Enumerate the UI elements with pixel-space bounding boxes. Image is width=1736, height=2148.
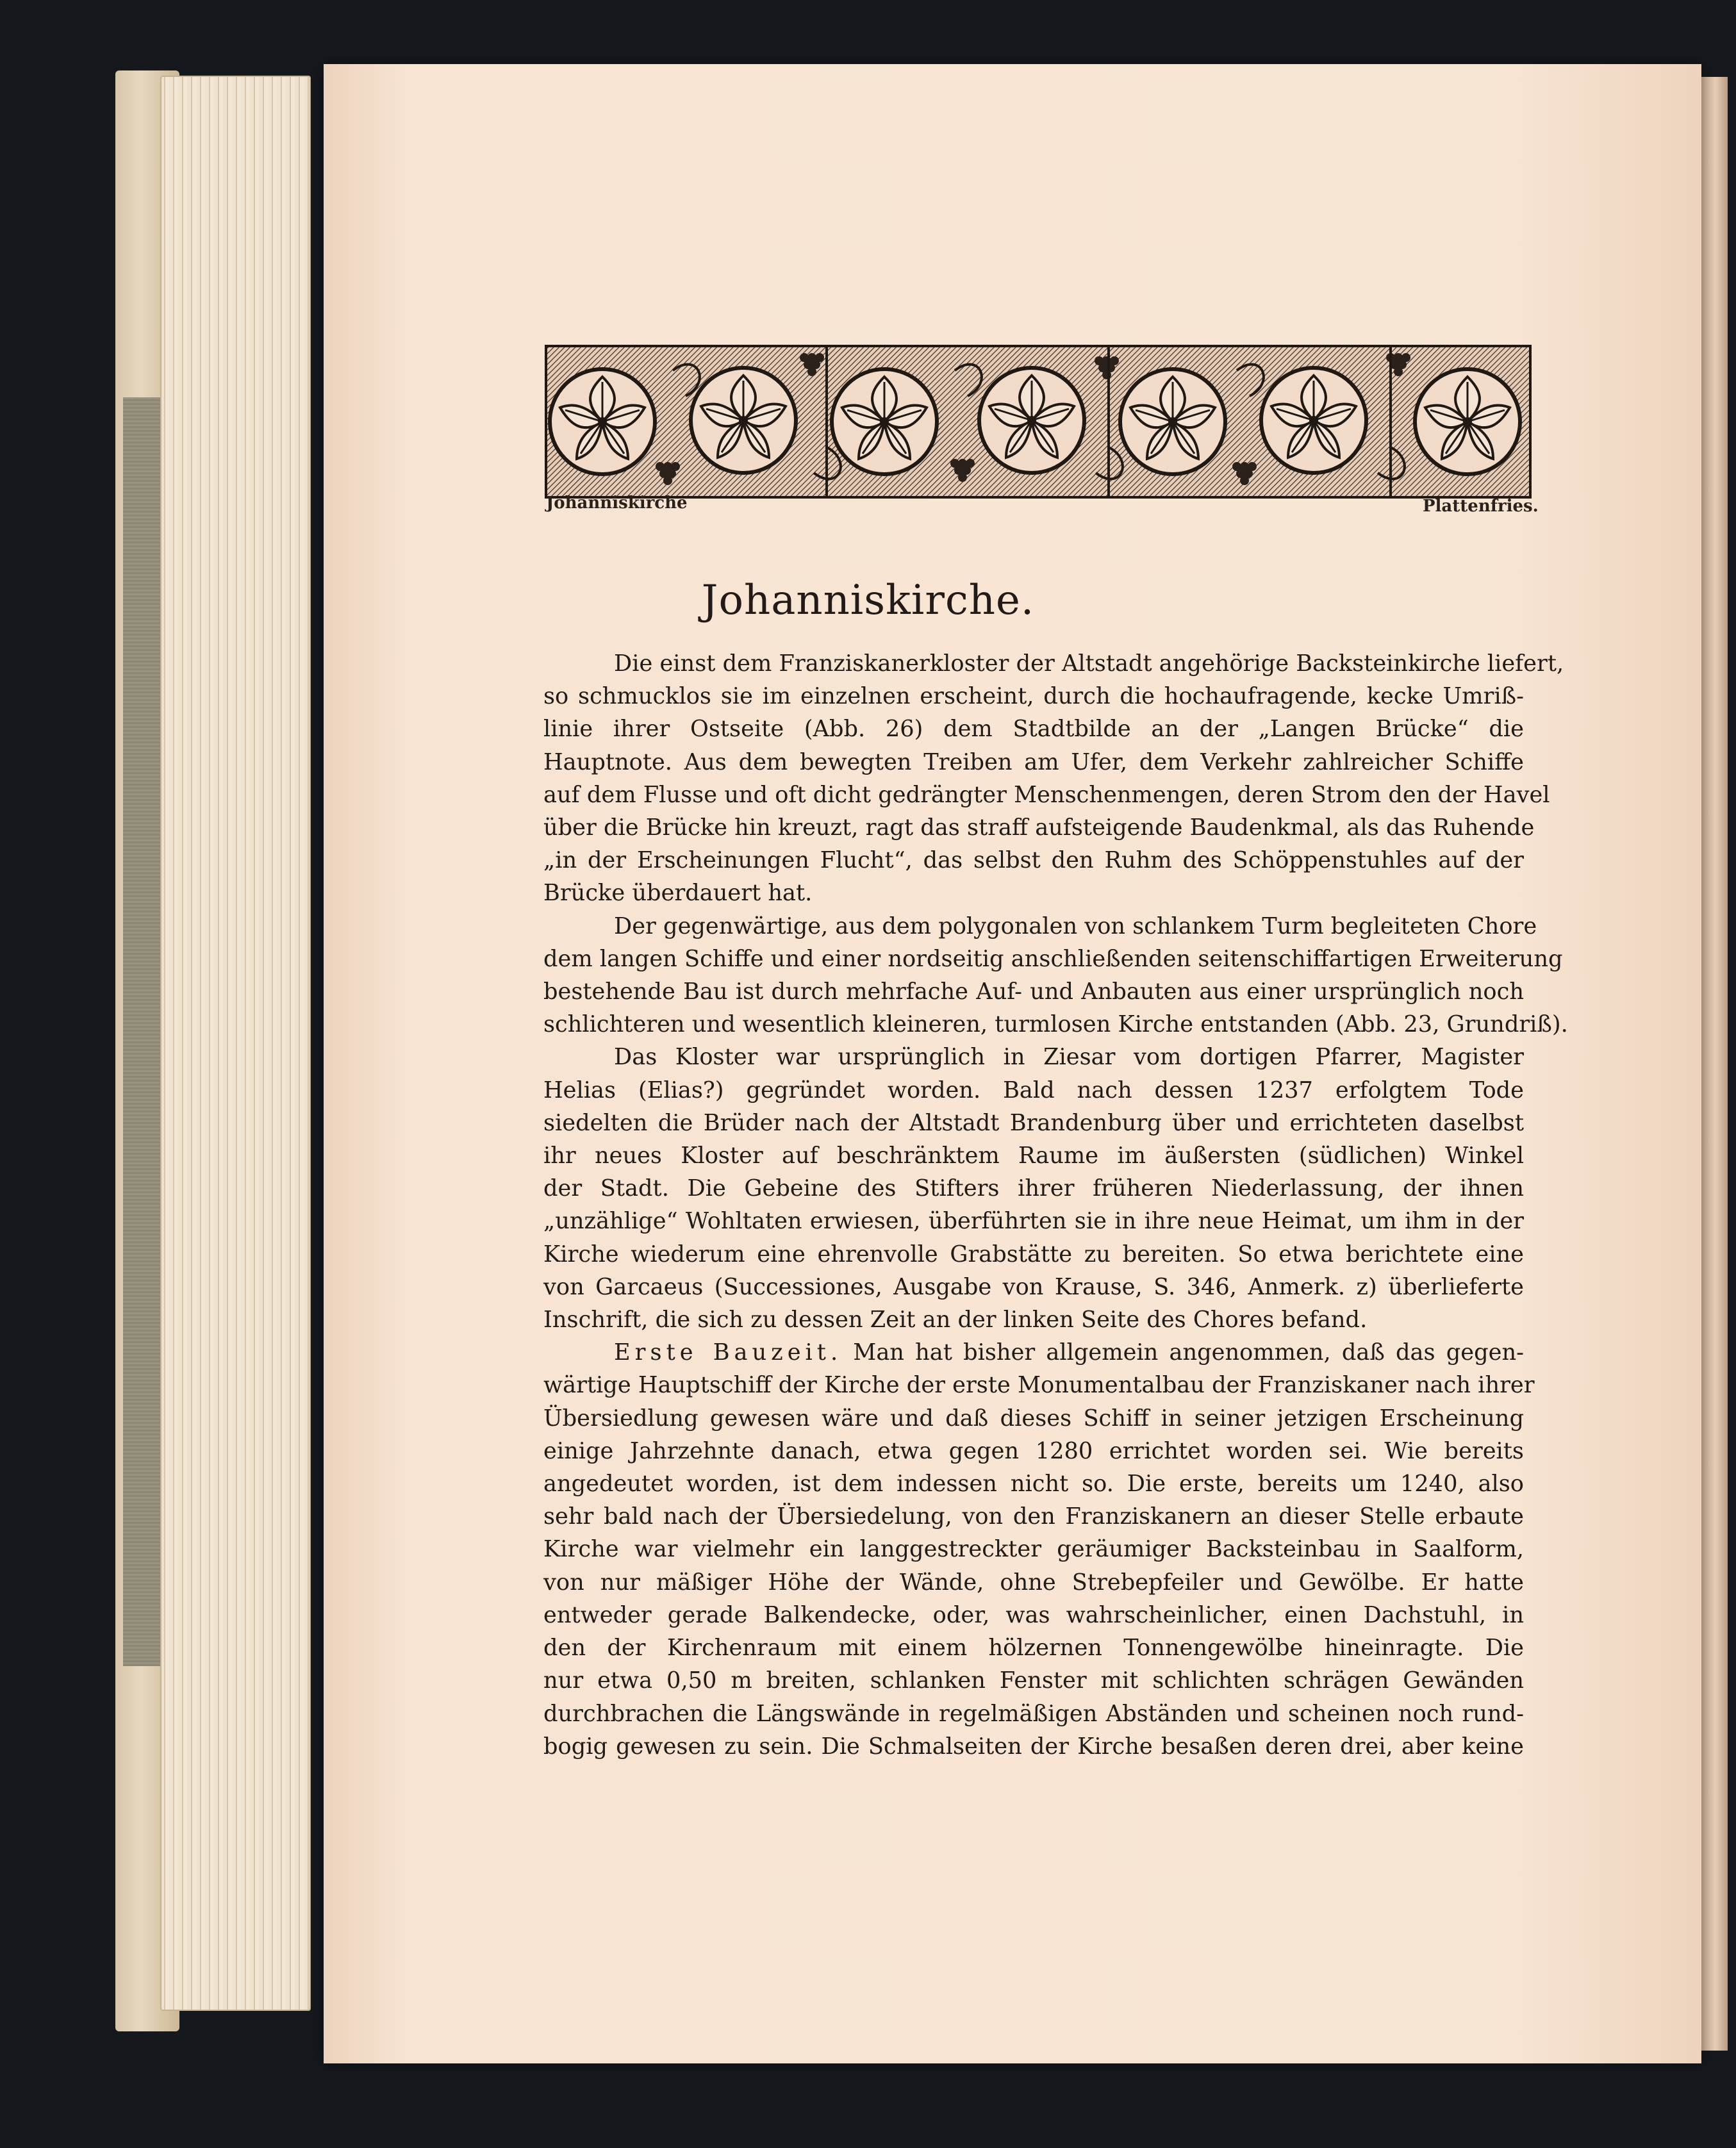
text-line: der Stadt. Die Gebeine des Stifters ihrer früheren Niederlassung, der ihnen	[543, 1175, 1524, 1202]
text-line: von Garcaeus (Successiones, Ausgabe von Krause, S. 346, Anmerk. z) überlieferte	[543, 1273, 1524, 1300]
text-line: bogig gewesen zu sein. Die Schmalseiten der Kirche besaßen deren drei, aber keine	[543, 1733, 1524, 1760]
text-line: Brücke überdauert hat.	[543, 880, 813, 907]
text-line: Der gegenwärtige, aus dem polygonalen von schlankem Turm begleiteten Chore	[614, 913, 1537, 939]
text-line: „in der Erscheinungen Flucht“, das selbst den Ruhm des Schöppenstuhles auf der	[543, 847, 1524, 874]
text-line: schlichteren und wesentlich kleineren, turmlosen Kirche entstanden (Abb. 23, Grundriß).	[543, 1011, 1568, 1038]
text-line: Kirche war vielmehr ein langgestreckter geräumiger Backsteinbau in Saalform,	[543, 1536, 1524, 1563]
text-line: so schmucklos sie im einzelnen erscheint, durch die hochaufragende, kecke Umriß-	[543, 683, 1524, 710]
text-line: Übersiedlung gewesen wäre und daß dieses Schiff in seiner jetzigen Erscheinung	[543, 1405, 1524, 1432]
ornamental-frieze	[545, 345, 1532, 499]
caption-left: Johanniskirche	[546, 493, 688, 513]
text-line: entweder gerade Balkendecke, oder, was wahrscheinlicher, einen Dachstuhl, in	[543, 1601, 1524, 1628]
text-line: von nur mäßiger Höhe der Wände, ohne Strebepfeiler und Gewölbe. Er hatte	[543, 1569, 1524, 1596]
text-line: siedelten die Brüder nach der Altstadt Brandenburg über und errichteten daselbst	[543, 1109, 1524, 1136]
text-line: über die Brücke hin kreuzt, ragt das straff aufsteigende Baudenkmal, als das Ruhende	[543, 814, 1535, 841]
text-line: bestehende Bau ist durch mehrfache Auf- und Anbauten aus einer ursprünglich noch	[543, 979, 1524, 1005]
lead-continuation: Man hat bisher allgemein angenommen, daß das gegen-	[842, 1339, 1525, 1366]
text-line: auf dem Flusse und oft dicht gedrängter Menschenmengen, deren Strom den der Havel	[543, 781, 1550, 808]
text-line: Helias (Elias?) gegründet worden. Bald nach dessen 1237 erfolgtem Tode	[543, 1077, 1524, 1103]
text-line: wärtige Hauptschiff der Kirche der erste Monumentalbau der Franziskaner nach ihrer	[543, 1372, 1535, 1399]
text-line: den der Kirchenraum mit einem hölzernen Tonnengewölbe hineinragte. Die	[543, 1635, 1524, 1662]
text-line: „unzählige“ Wohltaten erwiesen, überführten sie in ihre neue Heimat, um ihm in der	[543, 1208, 1524, 1235]
paragraph	[543, 1041, 1524, 1336]
paragraph	[543, 1336, 1535, 1763]
text-line: dem langen Schiffe und einer nordseitig anschließenden seitenschiffartigen Erweiterung	[543, 945, 1563, 972]
paragraph	[543, 647, 1564, 910]
paragraph	[543, 910, 1568, 1041]
text-line: angedeutet worden, ist dem indessen nicht so. Die erste, bereits um 1240, also	[543, 1471, 1524, 1498]
text-line: Das Kloster war ursprünglich in Ziesar vom dortigen Pfarrer, Magister	[614, 1044, 1524, 1071]
text-line: ihr neues Kloster auf beschränktem Raume im äußersten (südlichen) Winkel	[543, 1143, 1524, 1169]
page-title: Johanniskirche.	[701, 577, 1035, 624]
text-line: Hauptnote. Aus dem bewegten Treiben am Ufer, dem Verkehr zahlreicher Schiffe	[543, 748, 1524, 775]
text-line: durchbrachen die Längswände in regelmäßigen Abständen und scheinen noch rund-	[543, 1700, 1524, 1727]
text-line: sehr bald nach der Übersiedelung, von den Franziskanern an dieser Stelle erbaute	[543, 1503, 1524, 1530]
text-line: nur etwa 0,50 m breiten, schlanken Fenster mit schlichten schrägen Gewänden	[543, 1667, 1524, 1694]
text-line: Die einst dem Franziskanerkloster der Altstadt angehörige Backsteinkirche liefert,	[614, 650, 1564, 677]
text-line: linie ihrer Ostseite (Abb. 26) dem Stadtbilde an der „Langen Brücke“ die	[543, 716, 1524, 743]
text-line: Kirche wiederum eine ehrenvolle Grabstätte zu bereiten. So etwa berichtete eine	[543, 1241, 1524, 1268]
text-line	[543, 1336, 1524, 1369]
text-line: Inschrift, die sich zu dessen Zeit an der linken Seite des Chores befand.	[543, 1307, 1368, 1334]
body-text	[543, 647, 1568, 1763]
facing-page-edge	[1697, 77, 1728, 2051]
section-lead: Erste Bauzeit.	[614, 1339, 843, 1366]
text-line: einige Jahrzehnte danach, etwa gegen 1280 errichtet worden sei. Wie bereits	[543, 1437, 1524, 1464]
caption-right: Plattenfries.	[1423, 497, 1539, 516]
page-stack-edges	[160, 76, 311, 2011]
